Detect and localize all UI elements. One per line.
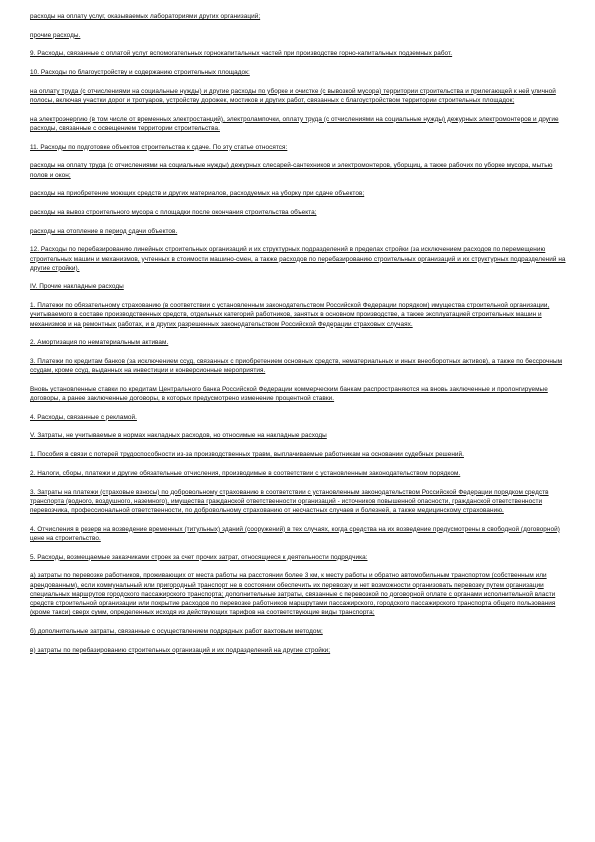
paragraph-v-4: 4. Отчисления в резерв на возведение временных (титульных) зданий (сооружений) в тех случаях, когда средства на их возведение предусмотрены в свободной (договорной) цене на строительство. bbox=[30, 525, 560, 542]
paragraph-item-11-labor: расходы на оплату труда (с отчислениями на социальные нужды) дежурных слесарей-сантехников и электромонтеров, уборщиц, а также рабочих по уборке мусора, мытью полов и окон; bbox=[30, 162, 553, 179]
paragraph-item-11-heading: 11. Расходы по подготовке объектов строительства к сдаче. По эту статье относятся: bbox=[30, 143, 288, 151]
paragraph-iv-4: 4. Расходы, связанные с рекламой. bbox=[30, 413, 137, 421]
paragraph-item-9: 9. Расходы, связанные с оплатой услуг вспомогательных горнокапитальных частей при производстве горно-капитальных подземных работ. bbox=[30, 50, 453, 58]
paragraph-v-1: 1. Пособия в связи с потерей трудоспособности из-за производственных травм, выплачиваемые работникам на основании судебных решений. bbox=[30, 451, 464, 459]
paragraph-item-11-detergents: расходы на приобретение моющих средств и других материалов, расходуемых на уборку при сдаче объектов; bbox=[30, 190, 365, 198]
paragraph-v-5-b: б) дополнительные затраты, связанные с осуществлением подрядных работ вахтовым методом; bbox=[30, 627, 323, 635]
paragraph-iv-1: 1. Платежи по обязательному страхованию (в соответствии с установленным законодательством Российской Федерации порядком) имущества строительной организации, учитываемого в составе производственных средств, отдельных категорий работников, занятых в основном производстве, а также эксплуатацией строительных машин и механизмов и на ремонтных работах, и в других разрешенных законодательством Российской Федерации страховых случаях. bbox=[30, 302, 550, 328]
paragraph-item-11-debris: расходы на вывоз строительного мусора с площадки после окончания строительства объекта; bbox=[30, 208, 317, 216]
paragraph-item-10-labor: на оплату труда (с отчислениями на социальные нужды) и другие расходы по уборке и очистке (с вывозкой мусора) территории строительства и прилегающей к ней уличной полосы, включая участки дорог и тротуаров, устройству дорожек, мостиков и других работ, связанных с благоустройством территории строительных площадок; bbox=[30, 87, 556, 105]
paragraph-v-5-c: в) затраты по перебазированию строительных организаций и их подразделений на другие стройки; bbox=[30, 646, 331, 654]
paragraph-iv-2: 2. Амортизация по нематериальным активам. bbox=[30, 339, 169, 347]
paragraph-v-5-a: а) затраты по перевозке работников, проживающих от места работы на расстоянии более 3 км, к месту работы и обратно автомобильным транспортом (собственным или арендованным), если коммунальный или пригородный транспорт не в состоянии обеспечить их перевозку и нет возможности организовать перевозку путем организации специальных маршрутов городского пассажирского транспорта; дополнительные затраты, связанные с перевозкой по договорной оплате с органами исполнительной власти средств строительной организации или покрытие расходов по перевозке работников маршрутами пассажирского, городского пассажирского транспорта общего пользования (кроме такси) сверх сумм, определенных исходя из действующих тарифов на соответствующие виды транспорта; bbox=[30, 572, 556, 617]
paragraph-item-11-heating: расходы на отопление в период сдачи объектов. bbox=[30, 227, 178, 235]
paragraph-item-12: 12. Расходы по перебазированию линейных строительных организаций и их структурных подразделений в пределах стройки (за исключением расходов по перемещению строительных машин и механизмов, учтенных в стоимости машино-смен, а также расходов по перебазированию строительных организаций и их структурных подразделений на другие стройки). bbox=[30, 246, 566, 272]
paragraph-item-10-heading: 10. Расходы по благоустройству и содержанию строительных площадок: bbox=[30, 69, 250, 77]
paragraph-other-costs: прочие расходы. bbox=[30, 31, 81, 39]
paragraph-v-2: 2. Налоги, сборы, платежи и другие обязательные отчисления, производимые в соответствии с установленным законодательством порядком. bbox=[30, 469, 461, 477]
paragraph-iv-3-rates: Вновь установленные ставки по кредитам Центрального банка Российской Федерации коммерческим банкам распространяются на вновь заключенные и пролонгируемые договоры, а ранее заключенные договоры, в которых предусмотрено изменение процентной ставки. bbox=[30, 385, 548, 403]
section-iv-heading: IV. Прочие накладные расходы bbox=[30, 283, 124, 291]
paragraph-iv-3: 3. Платежи по кредитам банков (за исключением ссуд, связанных с приобретением основных средств, нематериальных и иных внеоборотных активов), а также по бессрочным ссудам, кроме ссуд, выданных на инвестиции и конверсионные мероприятия. bbox=[30, 357, 563, 375]
section-v-heading: V. Затраты, не учитываемые в нормах накладных расходов, но относимые на накладные расходы bbox=[30, 432, 327, 440]
paragraph-lab-services: расходы на оплату услуг, оказываемых лабораториями других организаций; bbox=[30, 13, 261, 20]
paragraph-v-5: 5. Расходы, возмещаемые заказчиками строек за счет прочих затрат, относящиеся к деятельности подрядчика: bbox=[30, 553, 368, 561]
paragraph-item-10-electricity: на электроэнергию (в том числе от временных электростанций), электролампочки, оплату труда (с отчислениями на социальные нужды) дежурных электромонтеров и другие расходы, связанные с освещением территории строительства. bbox=[30, 115, 559, 132]
paragraph-v-3: 3. Затраты на платежи (страховые взносы) по добровольному страхованию в соответствии с установленным законодательством Российской Федерации порядком средств транспорта (водного, воздушного, наземного), имущества гражданской ответственности организаций - источников повышенной опасности, гражданской ответственности перевозчика, профессиональной ответственности, по добровольному страхованию от несчастных случаев и болезней, а также медицинскому страхованию. bbox=[30, 488, 549, 514]
document-page bbox=[30, 12, 570, 664]
